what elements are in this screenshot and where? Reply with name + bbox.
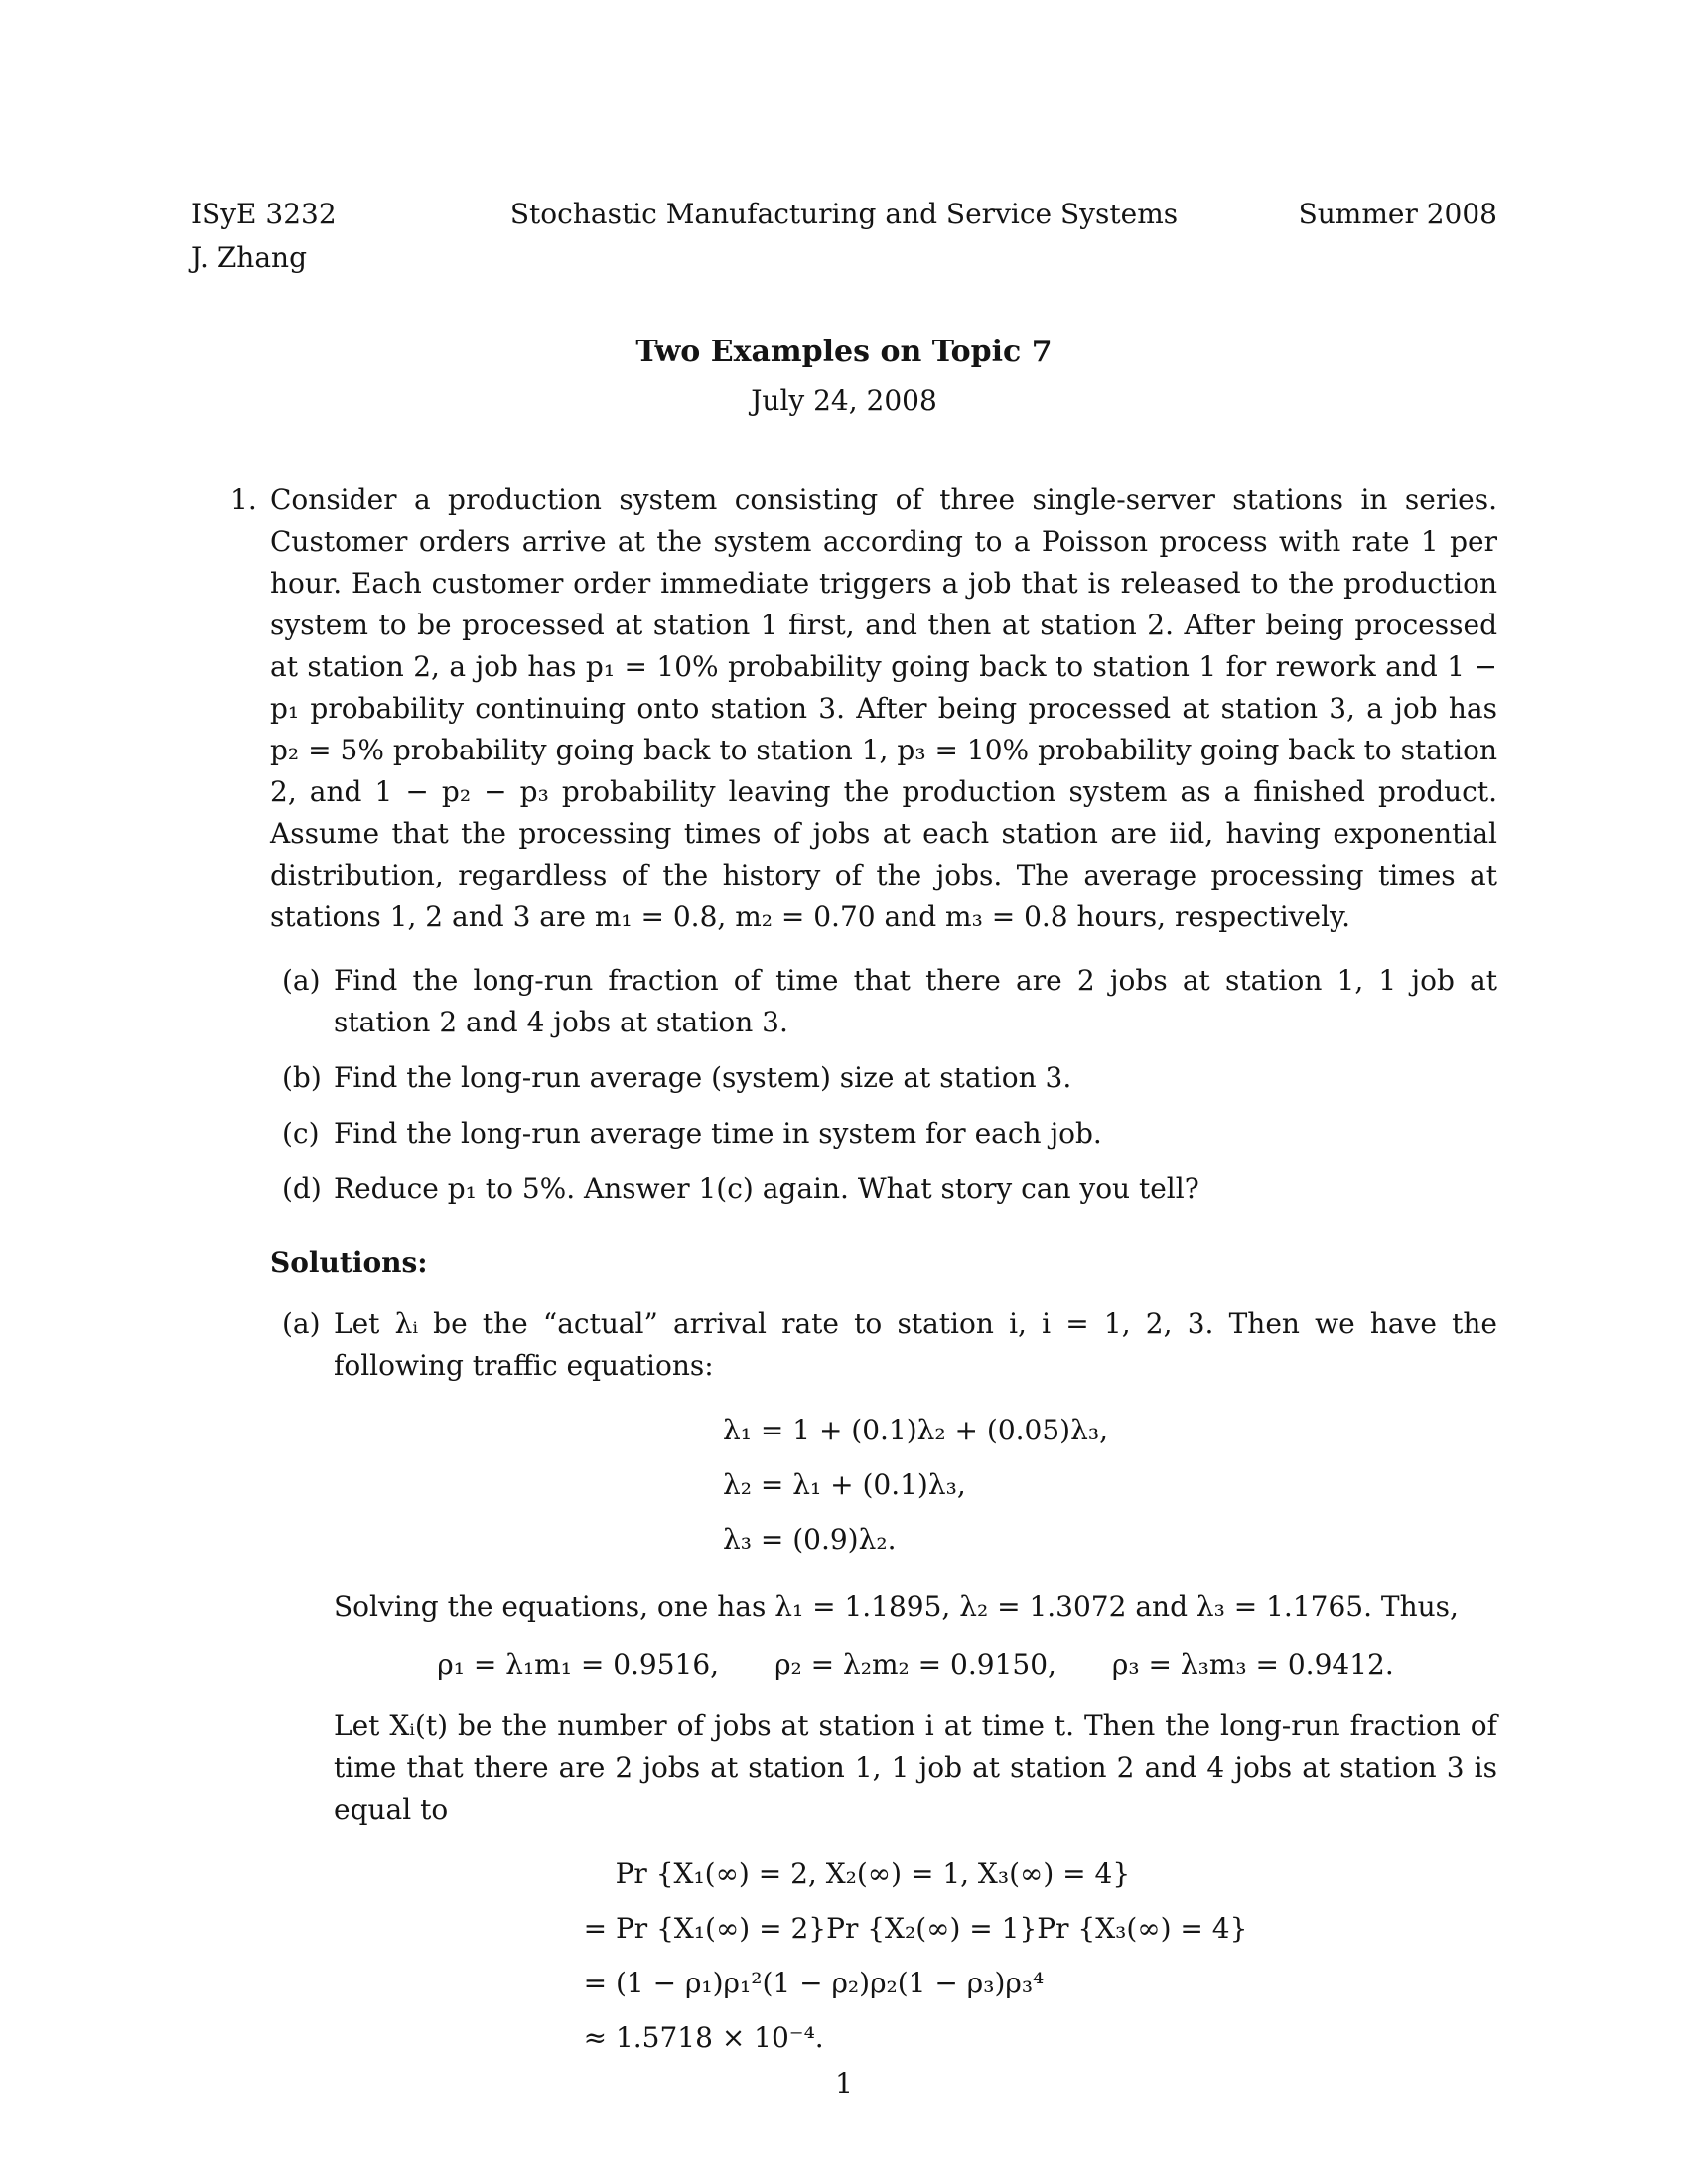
problem-part-b	[270, 1057, 1497, 1099]
probability-line-4: ≈ 1.5718 × 10⁻⁴.	[583, 2021, 824, 2054]
solution-content	[334, 1303, 1497, 2085]
solutions-heading: Solutions:	[270, 1246, 428, 1279]
fraction-text: Let Xᵢ(t) be the number of jobs at station i at time t. Then the long-run fraction of time that there are 2 jobs at station 1, 1 job at station 2 and 4 jobs at station 3 is equal to	[334, 1709, 1497, 1826]
part-label: (d)	[282, 1172, 322, 1205]
problem-part-d	[270, 1168, 1497, 1210]
solution-a	[270, 1303, 1497, 2085]
page-number: 1	[835, 2067, 853, 2100]
part-label: (b)	[282, 1061, 322, 1094]
document-title: Two Examples on Topic 7	[635, 335, 1053, 369]
page-header	[191, 194, 1497, 235]
traffic-equations	[723, 1403, 1108, 1567]
part-text: Find the long-run fraction of time that there are 2 jobs at station 1, 1 job at station 2 and 4 jobs at station 3.	[334, 964, 1497, 1038]
part-label: (a)	[282, 964, 321, 997]
probability-derivation-block	[334, 1846, 1497, 2065]
probability-derivation	[584, 1846, 1248, 2065]
solution-intro: Let λᵢ be the “actual” arrival rate to station i, i = 1, 2, 3. Then we have the following traffic equations:	[334, 1307, 1497, 1382]
problem-1	[191, 479, 1497, 2085]
traffic-equations-block	[334, 1403, 1497, 1567]
problem-statement: Consider a production system consisting of three single-server stations in series. Customer orders arrive at the system according to a Poisson process with rate 1 per hour. Each customer order immediate triggers a job that is released to the production system to be processed at station 1 first, and then at station 2. After being processed at station 2, a job has p₁ = 10% probability going back to station 1 for rework and 1 − p₁ probability continuing onto station 3. After being processed at station 3, a job has p₂ = 5% probability going back to station 1, p₃ = 10% probability going back to station 2, and 1 − p₂ − p₃ probability leaving the production system as a finished product. Assume that the processing times of jobs at each station are iid, having exponential distribution, regardless of the history of the jobs. The average processing times at stations 1, 2 and 3 are m₁ = 0.8, m₂ = 0.70 and m₃ = 0.8 hours, respectively.	[270, 483, 1497, 933]
author-name: J. Zhang	[191, 241, 307, 274]
traffic-equation-3: λ₃ = (0.9)λ₂.	[723, 1523, 897, 1556]
part-text: Reduce p₁ to 5%. Answer 1(c) again. What story can you tell?	[334, 1172, 1199, 1205]
term-label: Summer 2008	[1298, 198, 1497, 230]
probability-line-1: Pr {X₁(∞) = 2, X₂(∞) = 1, X₃(∞) = 4}	[615, 1857, 1131, 1890]
problem-number: 1.	[230, 483, 257, 516]
traffic-equation-2: λ₂ = λ₁ + (0.1)λ₃,	[723, 1468, 966, 1501]
problem-content	[270, 479, 1497, 2085]
utilization-equation: ρ₁ = λ₁m₁ = 0.9516, ρ₂ = λ₂m₂ = 0.9150, ρ₃ = λ₃m₃ = 0.9412.	[437, 1648, 1394, 1681]
part-text: Find the long-run average (system) size at station 3.	[334, 1061, 1072, 1094]
problem-part-c	[270, 1113, 1497, 1155]
probability-line-2: = Pr {X₁(∞) = 2}Pr {X₂(∞) = 1}Pr {X₃(∞) = 4}	[583, 1912, 1248, 1945]
solution-label: (a)	[282, 1307, 321, 1340]
course-title: Stochastic Manufacturing and Service Systems	[509, 198, 1179, 230]
probability-line-3: = (1 − ρ₁)ρ₁²(1 − ρ₂)ρ₂(1 − ρ₃)ρ₃⁴	[583, 1967, 1045, 1999]
document-date: July 24, 2008	[751, 384, 937, 417]
part-text: Find the long-run average time in system for each job.	[334, 1117, 1102, 1150]
traffic-equation-1: λ₁ = 1 + (0.1)λ₂ + (0.05)λ₃,	[723, 1414, 1108, 1446]
part-label: (c)	[282, 1117, 320, 1150]
solving-text: Solving the equations, one has λ₁ = 1.1895, λ₂ = 1.3072 and λ₃ = 1.1765. Thus,	[334, 1590, 1459, 1623]
course-code: ISyE 3232	[191, 198, 337, 230]
problem-part-a	[270, 960, 1497, 1043]
